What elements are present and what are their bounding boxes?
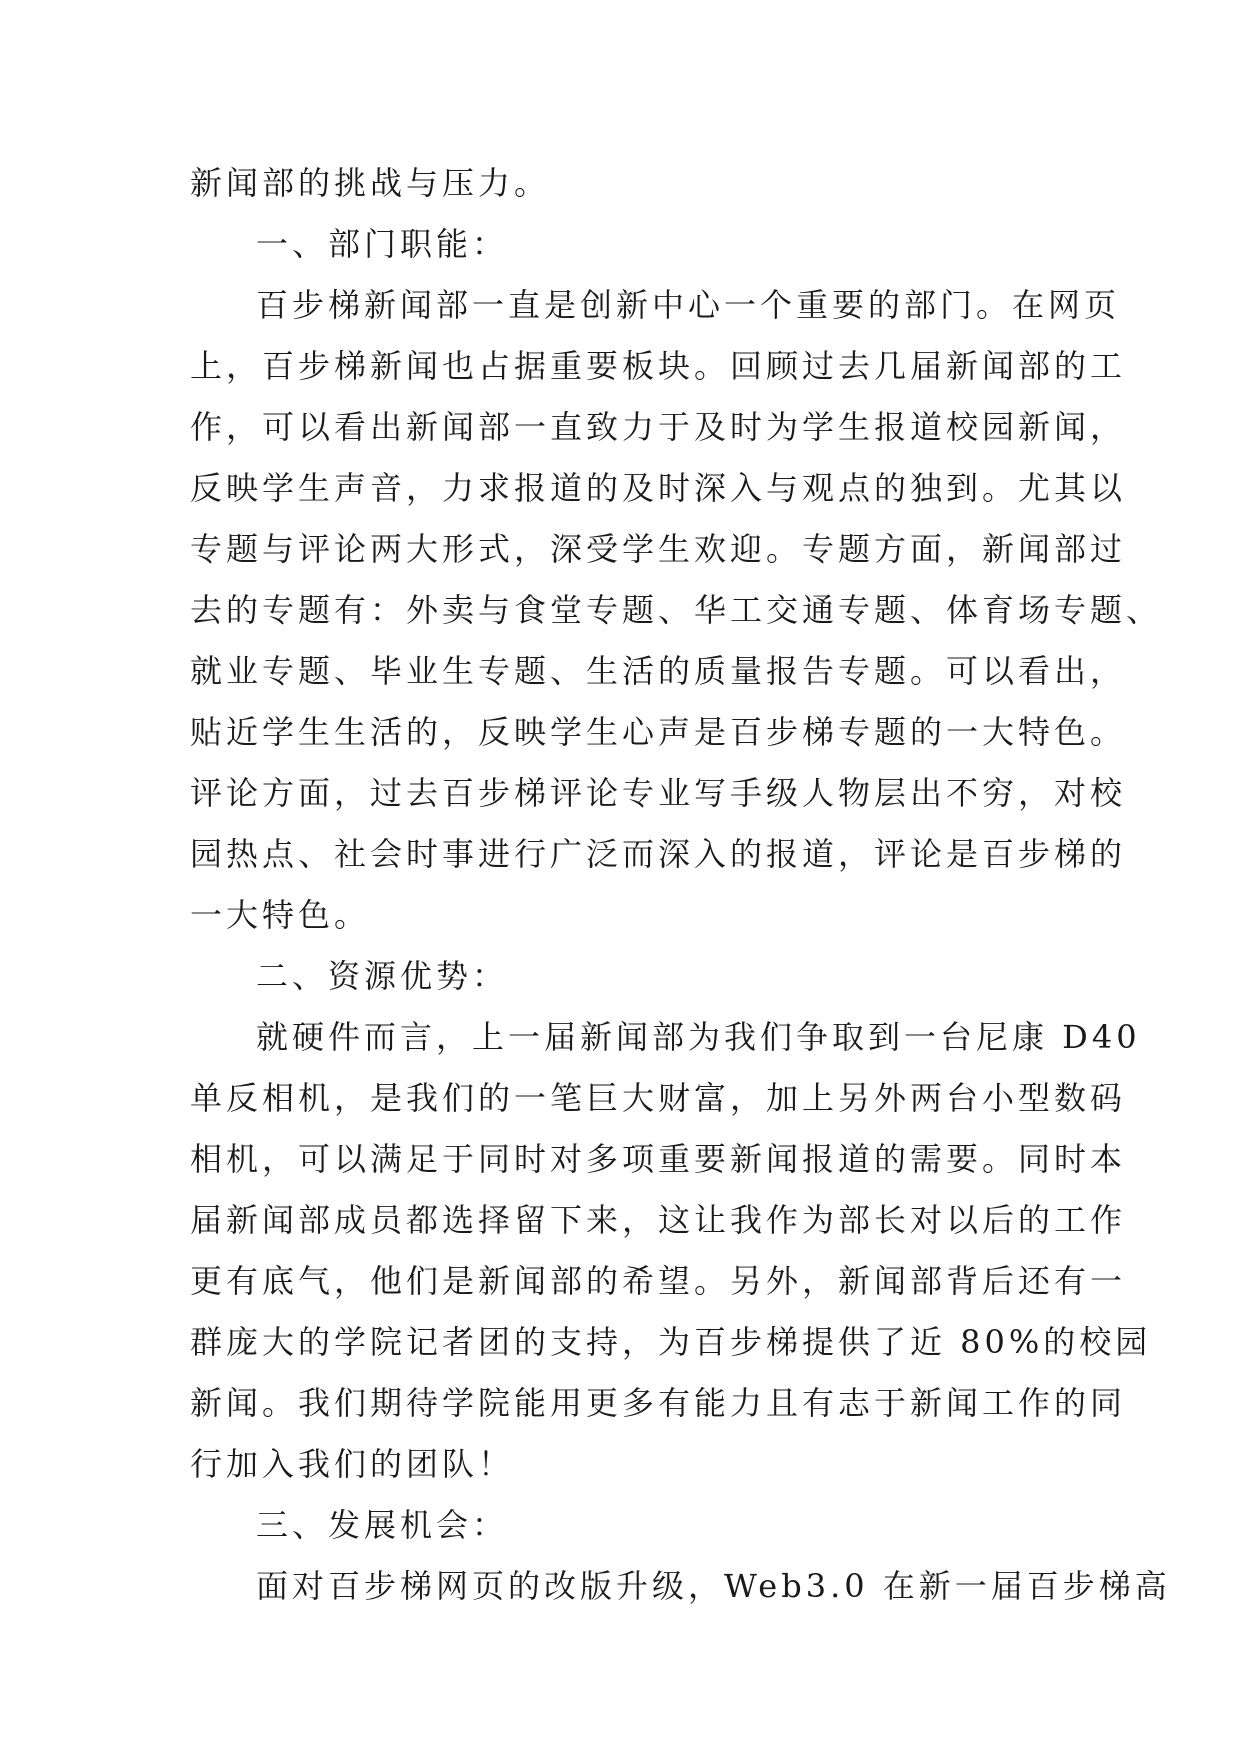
section-heading-opportunities: 三、发展机会： bbox=[256, 1506, 509, 1544]
text-line: 新闻部的挑战与压力。 bbox=[190, 164, 551, 202]
text-line: 行加入我们的团队！ bbox=[190, 1445, 515, 1483]
section-heading-functions: 一、部门职能： bbox=[256, 225, 509, 263]
section-heading-resources: 二、资源优势： bbox=[256, 957, 509, 995]
text-line: 群庞大的学院记者团的支持，为百步梯提供了近 80%的校园 bbox=[190, 1323, 1152, 1361]
text-line: 就硬件而言，上一届新闻部为我们争取到一台尼康 D40 bbox=[256, 1018, 1141, 1056]
text-line: 面对百步梯网页的改版升级，Web3.0 在新一届百步梯高 bbox=[256, 1567, 1171, 1605]
text-line: 百步梯新闻部一直是创新中心一个重要的部门。在网页 bbox=[256, 286, 1121, 324]
text-line: 一大特色。 bbox=[190, 896, 371, 934]
text-line: 作，可以看出新闻部一直致力于及时为学生报道校园新闻， bbox=[190, 408, 1127, 446]
text-line: 评论方面，过去百步梯评论专业写手级人物层出不穷，对校 bbox=[190, 774, 1127, 812]
text-line: 反映学生声音，力求报道的及时深入与观点的独到。尤其以 bbox=[190, 469, 1127, 507]
text-line: 贴近学生生活的，反映学生心声是百步梯专题的一大特色。 bbox=[190, 713, 1127, 751]
text-line: 去的专题有：外卖与食堂专题、华工交通专题、体育场专题、 bbox=[190, 591, 1163, 629]
text-line: 上，百步梯新闻也占据重要板块。回顾过去几届新闻部的工 bbox=[190, 347, 1127, 385]
text-line: 园热点、社会时事进行广泛而深入的报道，评论是百步梯的 bbox=[190, 835, 1127, 873]
text-line: 届新闻部成员都选择留下来，这让我作为部长对以后的工作 bbox=[190, 1201, 1127, 1239]
text-line: 专题与评论两大形式，深受学生欢迎。专题方面，新闻部过 bbox=[190, 530, 1127, 568]
document-body bbox=[190, 153, 1171, 1617]
text-line: 单反相机，是我们的一笔巨大财富，加上另外两台小型数码 bbox=[190, 1079, 1127, 1117]
text-line: 相机，可以满足于同时对多项重要新闻报道的需要。同时本 bbox=[190, 1140, 1127, 1178]
text-line: 就业专题、毕业生专题、生活的质量报告专题。可以看出， bbox=[190, 652, 1127, 690]
text-line: 新闻。我们期待学院能用更多有能力且有志于新闻工作的同 bbox=[190, 1384, 1127, 1422]
text-line: 更有底气，他们是新闻部的希望。另外，新闻部背后还有一 bbox=[190, 1262, 1127, 1300]
